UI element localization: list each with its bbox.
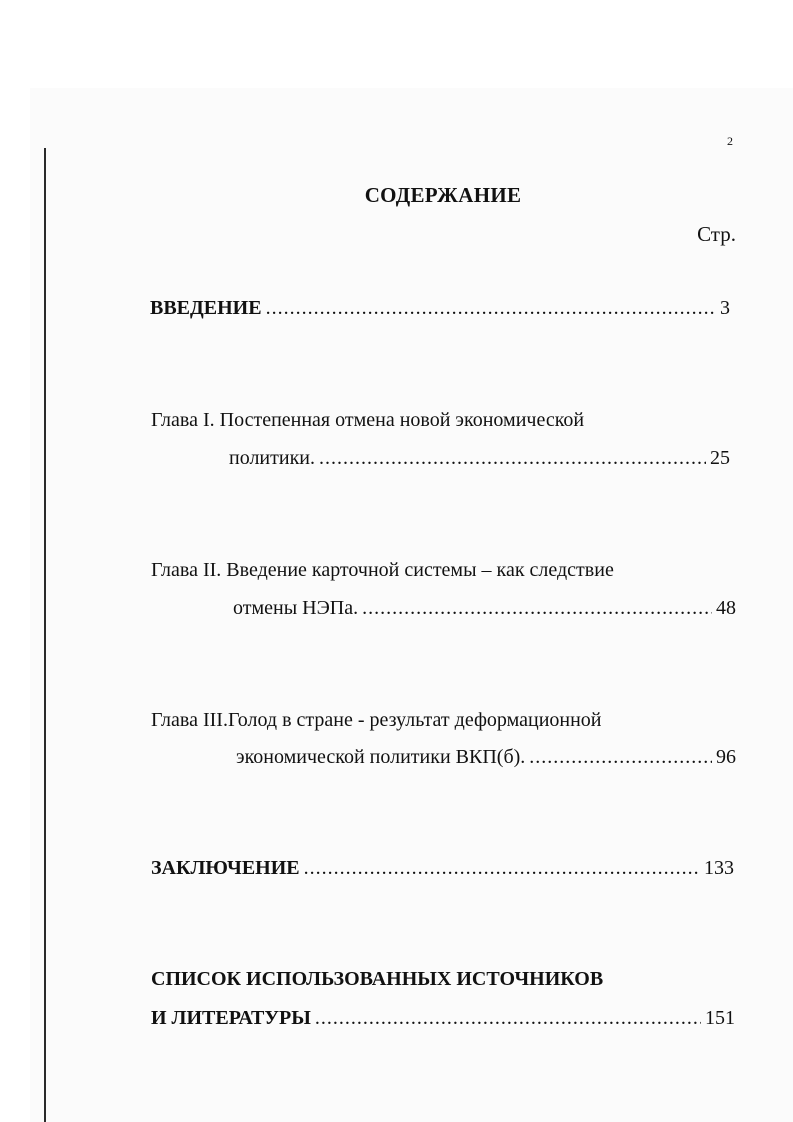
toc-entry-bibliography-title[interactable]: СПИСОК ИСПОЛЬЗОВАННЫХ ИСТОЧНИКОВ — [151, 968, 604, 990]
toc-entry-page: 96 — [716, 746, 736, 768]
toc-entry-chapter-1[interactable] — [229, 446, 730, 470]
toc-leader-dots — [362, 596, 712, 620]
toc-entry-page: 133 — [704, 857, 734, 879]
toc-entry-chapter-3-title[interactable]: Глава III.Голод в стране - результат деформационной — [151, 709, 602, 731]
toc-entry-chapter-1-title[interactable]: Глава I. Постепенная отмена новой экономической — [151, 409, 585, 431]
toc-entry-page: 48 — [716, 597, 736, 619]
toc-leader-dots — [304, 856, 700, 880]
page-title: СОДЕРЖАНИЕ — [364, 183, 522, 207]
toc-entry-label: ВВЕДЕНИЕ — [150, 297, 262, 319]
toc-entry-label: политики. — [229, 447, 315, 469]
page-column-label: Стр. — [697, 222, 736, 246]
toc-leader-dots — [319, 446, 706, 470]
toc-entry-label: И ЛИТЕРАТУРЫ — [151, 1007, 311, 1029]
page-number: 2 — [727, 134, 733, 148]
toc-entry-label: ЗАКЛЮЧЕНИЕ — [151, 857, 300, 879]
toc-entry-chapter-3[interactable] — [236, 745, 736, 769]
toc-entry-page: 3 — [720, 297, 730, 319]
toc-entry-page: 25 — [710, 447, 730, 469]
toc-leader-dots — [266, 296, 716, 320]
toc-entry-label: экономической политики ВКП(б). — [236, 746, 526, 768]
toc-entry-conclusion[interactable] — [151, 856, 734, 880]
toc-entry-page: 151 — [705, 1007, 735, 1029]
toc-entry-introduction[interactable] — [150, 296, 730, 320]
toc-entry-label: отмены НЭПа. — [233, 597, 359, 619]
left-margin-line — [44, 148, 46, 1122]
toc-leader-dots — [315, 1006, 701, 1030]
toc-entry-bibliography[interactable] — [151, 1006, 735, 1030]
toc-entry-chapter-2[interactable] — [233, 596, 736, 620]
toc-leader-dots — [529, 745, 712, 769]
toc-entry-chapter-2-title[interactable]: Глава II. Введение карточной системы – как следствие — [151, 559, 614, 581]
